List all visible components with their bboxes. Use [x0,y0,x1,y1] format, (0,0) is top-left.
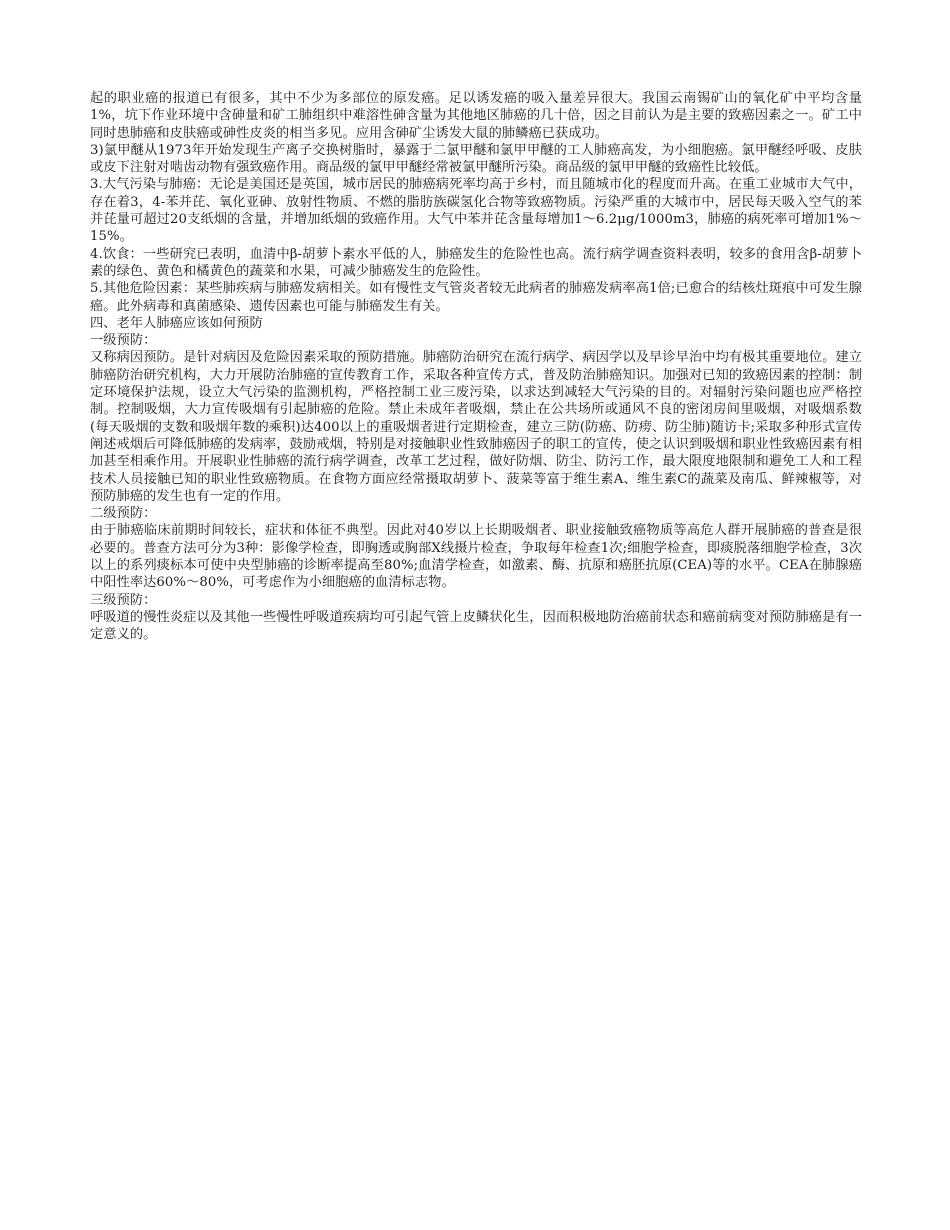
subheading-secondary-prevention: 二级预防： [90,506,157,522]
paragraph-occupational-cancer: 起的职业癌的报道已有很多，其中不少为多部位的原发癌。足以诱发癌的吸入量差异很大。我国云南锡矿山的氧化矿中平均含量1%，坑下作业环境中含砷量和矿工肺组织中难溶性砷含量为其他地区肺癌的几十倍，因之目前认为是主要的致癌因素之一。矿工中同时患肺癌和皮肤癌或砷性皮炎的相当多见。应用含砷矿尘诱发大鼠的肺鳞癌已获成功。 [90,91,862,141]
paragraph-secondary-prevention: 由于肺癌临床前期时间较长，症状和体征不典型。因此对40岁以上长期吸烟者、职业接触致癌物质等高危人群开展肺癌的普查是很必要的。普查方法可分为3种：影像学检查，即胸透或胸部X线摄片检查，争取每年检查1次;细胞学检查，即痰脱落细胞学检查，3次以上的系列痰标本可使中央型肺癌的诊断率提高至80%;血清学检查，如激素、酶、抗原和癌胚抗原(CEA)等的水平。CEA在肺腺癌中阳性率达60%～80%，可考虑作为小细胞癌的血清标志物。 [90,523,862,591]
paragraph-other-risks: 5.其他危险因素：某些肺疾病与肺癌发病相关。如有慢性支气管炎者较无此病者的肺癌发病率高1倍;已愈合的结核灶斑痕中可发生腺癌。此外病毒和真菌感染、遗传因素也可能与肺癌发生有关。 [90,281,862,314]
subheading-primary-prevention: 一级预防： [90,333,157,349]
document-body [90,90,862,644]
subheading-tertiary-prevention: 三级预防： [90,592,157,608]
section-heading-prevention: 四、老年人肺癌应该如何预防 [90,315,263,331]
paragraph-primary-prevention: 又称病因预防。是针对病因及危险因素采取的预防措施。肺癌防治研究在流行病学、病因学以及早诊早治中均有极其重要地位。建立肺癌防治研究机构，大力开展防治肺癌的宣传教育工作，采取各种宣传方式，普及防治肺癌知识。加强对已知的致癌因素的控制：制定环境保护法规，设立大气污染的监测机构，严格控制工业三废污染，以求达到减轻大气污染的目的。对辐射污染问题也应严格控制。控制吸烟，大力宣传吸烟有引起肺癌的危险。禁止未成年者吸烟，禁止在公共场所或通风不良的密闭房间里吸烟，对吸烟系数(每天吸烟的支数和吸烟年数的乘积)达400以上的重吸烟者进行定期检查，建立三防(防癌、防痨、防尘肺)随访卡;采取多种形式宣传阐述戒烟后可降低肺癌的发病率，鼓励戒烟，特别是对接触职业性致肺癌因子的职工的宣传，使之认识到吸烟和职业性致癌因素有相加甚至相乘作用。开展职业性肺癌的流行病学调查，改革工艺过程，做好防烟、防尘、防污工作，最大限度地限制和避免工人和工程技术人员接触已知的职业性致癌物质。在食物方面应经常摄取胡萝卜、菠菜等富于维生素A、维生素C的蔬菜及南瓜、鲜辣椒等，对预防肺癌的发生也有一定的作用。 [90,350,862,504]
paragraph-tertiary-prevention: 呼吸道的慢性炎症以及其他一些慢性呼吸道疾病均可引起气管上皮鳞状化生，因而积极地防治癌前状态和癌前病变对预防肺癌是有一定意义的。 [90,609,862,643]
paragraph-chloromethyl-ether: 3)氯甲醚从1973年开始发现生产离子交换树脂时，暴露于二氯甲醚和氯甲甲醚的工人肺癌高发，为小细胞癌。氯甲醚经呼吸、皮肤或皮下注射对啮齿动物有强致癌作用。商品级的氯甲甲醚经常被氯甲醚所污染。商品级的氯甲甲醚的致癌性比较低。 [90,142,862,176]
paragraph-diet: 4.饮食：一些研究已表明，血清中β-胡萝卜素水平低的人，肺癌发生的危险性也高。流行病学调查资料表明，较多的食用含β-胡萝卜素的绿色、黄色和橘黄色的蔬菜和水果，可减少肺癌发生的危险性。 [90,246,862,279]
paragraph-air-pollution: 3.大气污染与肺癌：无论是美国还是英国，城市居民的肺癌病死率均高于乡村，而且随城市化的程度而升高。在重工业城市大气中，存在着3，4-苯并芘、氧化亚砷、放射性物质、不燃的脂肪族碳氢化合物等致癌物质。污染严重的大城市中，居民每天吸入空气的苯并芘量可超过20支纸烟的含量，并增加纸烟的致癌作用。大气中苯并芘含量每增加1～6.2μg/1000m3，肺癌的病死率可增加1%～15%。 [90,177,862,245]
